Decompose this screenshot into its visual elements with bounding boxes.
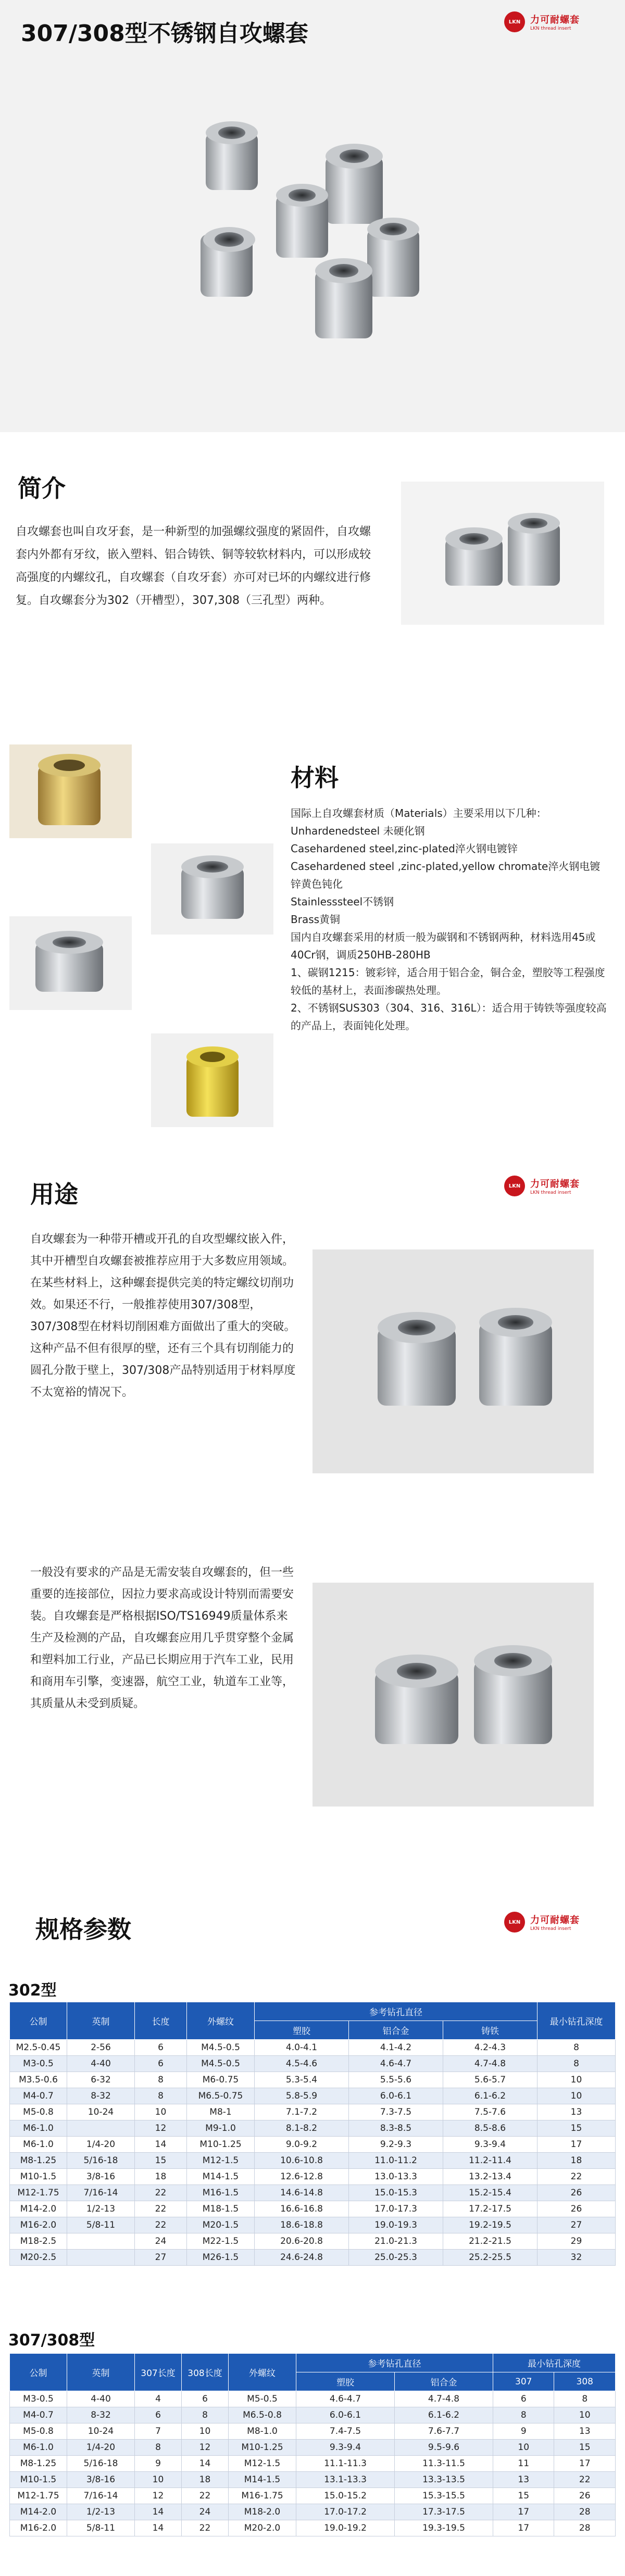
insert-cluster: [201, 121, 419, 338]
table-cell: M14-2.0: [10, 2201, 67, 2217]
col-aluminum: 铝合金: [349, 2021, 443, 2040]
table-cell: M14-2.0: [10, 2504, 67, 2520]
table-cell: 8: [538, 2056, 616, 2072]
intro-product-image: [401, 482, 604, 625]
table-cell: 22: [135, 2217, 187, 2233]
table-cell: 26: [554, 2488, 616, 2504]
table-cell: 15.0-15.3: [349, 2185, 443, 2201]
material-section: [0, 729, 625, 1145]
col-depth-308: 308: [554, 2372, 616, 2391]
table-cell: 5.8-5.9: [255, 2088, 349, 2104]
table-cell: 13.3-13.5: [395, 2472, 493, 2488]
table-cell: 10: [538, 2072, 616, 2088]
table-cell: 15.2-15.4: [443, 2185, 538, 2201]
table-cell: 5.5-5.6: [349, 2072, 443, 2088]
table-cell: 12: [182, 2440, 229, 2456]
col-drill-diameter: 参考钻孔直径: [255, 2002, 538, 2021]
table-302-body: [10, 2040, 616, 2266]
table-cell: [67, 2233, 135, 2250]
table-cell: 7.3-7.5: [349, 2104, 443, 2120]
intro-heading: 简介: [18, 474, 66, 502]
table-cell: 8: [135, 2072, 187, 2088]
table-cell: 18.6-18.8: [255, 2217, 349, 2233]
table-cell: M8-1.25: [10, 2153, 67, 2169]
table-row: [10, 2217, 616, 2233]
table-cell: 13: [538, 2104, 616, 2120]
table-cell: 17.2-17.5: [443, 2201, 538, 2217]
brand-seal-icon: LKN: [504, 1176, 525, 1196]
table-row: [10, 2520, 616, 2536]
table-cell: 4.5-4.6: [255, 2056, 349, 2072]
brass-insert-image: [151, 1033, 273, 1127]
table-cell: 11.2-11.4: [443, 2153, 538, 2169]
table-cell: 1/4-20: [67, 2440, 135, 2456]
table-cell: 22: [135, 2185, 187, 2201]
brand-name-cn: 力可耐螺套: [530, 1179, 580, 1190]
table-cell: 11: [493, 2456, 554, 2472]
table-cell: 12.6-12.8: [255, 2169, 349, 2185]
steel-insert-image-small: [9, 916, 132, 1010]
table-cell: 26: [538, 2185, 616, 2201]
table-cell: 15.0-15.2: [296, 2488, 395, 2504]
table-cell: M6-0.75: [187, 2072, 255, 2088]
table-cell: 4.6-4.7: [349, 2056, 443, 2072]
col-drill-diameter: 参考钻孔直径: [296, 2354, 493, 2372]
table-cell: 13: [493, 2472, 554, 2488]
table-cell: 6-32: [67, 2072, 135, 2088]
table-cell: 17: [493, 2504, 554, 2520]
hero-product-image: [0, 0, 625, 432]
table-cell: 17.0-17.3: [349, 2201, 443, 2217]
table-cell: M8-1.0: [229, 2423, 296, 2440]
table-cell: M20-2.0: [229, 2520, 296, 2536]
table-cell: 21.2-21.5: [443, 2233, 538, 2250]
table-row: [10, 2104, 616, 2120]
slotted-steel-insert-image: [151, 843, 273, 935]
table-row: [10, 2153, 616, 2169]
table-cell: 8.3-8.5: [349, 2120, 443, 2137]
table-cell: M4.5-0.5: [187, 2056, 255, 2072]
table-row: [10, 2504, 616, 2520]
table-cell: 5/8-11: [67, 2520, 135, 2536]
table-cell: 11.0-11.2: [349, 2153, 443, 2169]
brand-logo: [504, 1912, 580, 1933]
table-cell: 11.3-11.5: [395, 2456, 493, 2472]
table-cell: M5-0.5: [229, 2391, 296, 2407]
table-row: [10, 2488, 616, 2504]
table-cell: 26: [538, 2201, 616, 2217]
table-cell: 24: [182, 2504, 229, 2520]
table-cell: 14.6-14.8: [255, 2185, 349, 2201]
table-cell: 7.4-7.5: [296, 2423, 395, 2440]
usage-heading: 用途: [30, 1180, 78, 1208]
material-line: Casehardened steel,zinc-plated淬火钢电镀锌: [291, 842, 518, 855]
table-cell: 22: [538, 2169, 616, 2185]
table-cell: 22: [135, 2201, 187, 2217]
table-cell: 12: [135, 2120, 187, 2137]
material-line: Brass黄铜: [291, 913, 341, 926]
usage-paragraph-2: 一般没有要求的产品是无需安装自攻螺套的，但一些重要的连接部位，因拉力要求高或设计特别而需要安装。自攻螺套是严格根据ISO/TS16949质量体系来生产及检测的产品，自攻螺套应用几乎贯穿整个金属和塑料加工行业，产品已长期应用于汽车工业，民用和商用车引擎，变速器，航空工业，轨道车工业等，其质量从未受到质疑。: [30, 1566, 294, 1710]
table-302-label: 302型: [8, 1981, 57, 2000]
table-cell: 4.0-4.1: [255, 2040, 349, 2056]
table-cell: 8: [493, 2407, 554, 2423]
table-row: [10, 2072, 616, 2088]
table-cell: 8.1-8.2: [255, 2120, 349, 2137]
material-line: 1、碳钢1215：镀彩锌，适合用于铝合金，铜合金，塑胶等工程强度较低的基材上，表面渗碳热处理。: [291, 966, 605, 996]
table-cell: M10-1.5: [10, 2472, 67, 2488]
table-cell: 7.5-7.6: [443, 2104, 538, 2120]
table-cell: M18-1.5: [187, 2201, 255, 2217]
table-cell: 7: [135, 2423, 182, 2440]
brand-name-en: LKN thread insert: [530, 1190, 571, 1195]
table-cell: M6-1.0: [10, 2137, 67, 2153]
hero-section: [0, 0, 625, 432]
table-cell: 4.7-4.8: [395, 2391, 493, 2407]
table-cell: 11.1-11.3: [296, 2456, 395, 2472]
table-cell: 24: [135, 2233, 187, 2250]
table-row: [10, 2391, 616, 2407]
table-cell: M18-2.0: [229, 2504, 296, 2520]
material-heading: 材料: [291, 764, 339, 792]
usage-paragraph-1: 自攻螺套为一种带开槽或开孔的自攻型螺纹嵌入件，其中开槽型自攻螺套被推荐应用于大多数应用领域。在某些材料上，这种螺套提供完美的特定螺纹切削功效。如果还不行，一般推荐使用307/308型，307/308型在材料切削困难方面做出了重大的突破。这种产品不但有很厚的壁，还有三个具有切削能力的圆孔分散于壁上，307/308产品特别适用于材料厚度不太宽裕的情况下。: [30, 1233, 296, 1399]
table-cell: 21.0-21.3: [349, 2233, 443, 2250]
table-cell: 24.6-24.8: [255, 2250, 349, 2266]
table-cell: 25.2-25.5: [443, 2250, 538, 2266]
col-external-thread: 外螺纹: [187, 2002, 255, 2040]
table-cell: 1/4-20: [67, 2137, 135, 2153]
usage-product-image-1: [312, 1249, 594, 1473]
table-cell: M20-2.5: [10, 2250, 67, 2266]
table-cell: 10-24: [67, 2104, 135, 2120]
table-cell: M26-1.5: [187, 2250, 255, 2266]
table-cell: 28: [554, 2520, 616, 2536]
usage-product-image-2: [312, 1583, 594, 1807]
table-cell: 8-32: [67, 2088, 135, 2104]
col-metric: 公制: [10, 2354, 67, 2391]
table-cell: M8-1: [187, 2104, 255, 2120]
table-cell: 8: [182, 2407, 229, 2423]
table-cell: M3-0.5: [10, 2056, 67, 2072]
table-302: [9, 2002, 616, 2266]
table-cell: M12-1.5: [229, 2456, 296, 2472]
table-cell: M6-1.0: [10, 2120, 67, 2137]
table-cell: 14: [182, 2456, 229, 2472]
table-cell: 9.2-9.3: [349, 2137, 443, 2153]
table-cell: M3.5-0.6: [10, 2072, 67, 2088]
table-307-body: [10, 2391, 616, 2536]
table-cell: M2.5-0.45: [10, 2040, 67, 2056]
table-cell: 15.3-15.5: [395, 2488, 493, 2504]
table-cell: 12: [135, 2488, 182, 2504]
table-cell: 15: [135, 2153, 187, 2169]
table-cell: 17.3-17.5: [395, 2504, 493, 2520]
brand-name-cn: 力可耐螺套: [530, 15, 580, 26]
table-row: [10, 2120, 616, 2137]
col-aluminum: 铝合金: [395, 2372, 493, 2391]
col-min-depth: 最小钻孔深度: [538, 2002, 616, 2040]
table-cell: 8: [135, 2440, 182, 2456]
table-cell: 17: [493, 2520, 554, 2536]
table-cell: M4-0.7: [10, 2407, 67, 2423]
table-cell: 9: [135, 2456, 182, 2472]
specs-section: [0, 1900, 625, 2576]
brand-name-en: LKN thread insert: [530, 26, 571, 31]
table-row: [10, 2040, 616, 2056]
table-cell: 13.0-13.3: [349, 2169, 443, 2185]
table-cell: 27: [538, 2217, 616, 2233]
table-cell: 10-24: [67, 2423, 135, 2440]
table-cell: 4-40: [67, 2056, 135, 2072]
table-cell: [67, 2120, 135, 2137]
table-row: [10, 2472, 616, 2488]
table-cell: M12-1.5: [187, 2153, 255, 2169]
table-cell: 2-56: [67, 2040, 135, 2056]
table-cell: M4.5-0.5: [187, 2040, 255, 2056]
table-cell: 17: [538, 2137, 616, 2153]
table-cell: 14: [135, 2504, 182, 2520]
table-cell: 9.3-9.4: [296, 2440, 395, 2456]
table-cell: 19.0-19.2: [296, 2520, 395, 2536]
table-cell: 18: [182, 2472, 229, 2488]
table-cell: 10: [493, 2440, 554, 2456]
specs-heading: 规格参数: [35, 1915, 131, 1943]
table-cell: M16-2.0: [10, 2217, 67, 2233]
table-cell: 4.6-4.7: [296, 2391, 395, 2407]
table-cell: 7.1-7.2: [255, 2104, 349, 2120]
col-external-thread: 外螺纹: [229, 2354, 296, 2391]
table-cell: M10-1.25: [187, 2137, 255, 2153]
table-cell: 9.3-9.4: [443, 2137, 538, 2153]
col-imperial: 英制: [67, 2354, 135, 2391]
table-cell: 10: [135, 2472, 182, 2488]
col-cast-iron: 铸铁: [443, 2021, 538, 2040]
table-cell: 9: [493, 2423, 554, 2440]
brand-name-en: LKN thread insert: [530, 1926, 571, 1931]
table-cell: 17: [554, 2456, 616, 2472]
table-cell: 3/8-16: [67, 2472, 135, 2488]
table-cell: M10-1.25: [229, 2440, 296, 2456]
table-cell: 19.0-19.3: [349, 2217, 443, 2233]
table-cell: 27: [135, 2250, 187, 2266]
table-cell: 16.6-16.8: [255, 2201, 349, 2217]
table-cell: 7/16-14: [67, 2185, 135, 2201]
table-cell: 4.2-4.3: [443, 2040, 538, 2056]
table-cell: 4: [135, 2391, 182, 2407]
col-307-length: 307长度: [135, 2354, 182, 2391]
intro-text: 自攻螺套也叫自攻牙套，是一种新型的加强螺纹强度的紧固件，自攻螺套内外都有牙纹，嵌入塑料、铝合铸铁、铜等较软材料内，可以形成较高强度的内螺纹孔，自攻螺套（自攻牙套）亦可对已坏的内螺纹进行修复。自攻螺套分为302（开槽型），307,308（三孔型）两种。: [16, 525, 371, 607]
table-cell: 13.1-13.3: [296, 2472, 395, 2488]
table-row: [10, 2233, 616, 2250]
table-cell: [67, 2250, 135, 2266]
table-cell: 17.0-17.2: [296, 2504, 395, 2520]
table-cell: 10: [182, 2423, 229, 2440]
table-cell: 10.6-10.8: [255, 2153, 349, 2169]
table-cell: M14-1.5: [229, 2472, 296, 2488]
brand-logo: [504, 1176, 580, 1196]
material-line: 国内自攻螺套采用的材质一般为碳钢和不锈钢两种，材料选用45或40Cr钢，调质250HB-280HB: [291, 931, 596, 961]
col-imperial: 英制: [67, 2002, 135, 2040]
table-cell: M6-1.0: [10, 2440, 67, 2456]
table-cell: M5-0.8: [10, 2423, 67, 2440]
table-cell: 13: [554, 2423, 616, 2440]
col-metric: 公制: [10, 2002, 67, 2040]
table-cell: 4.1-4.2: [349, 2040, 443, 2056]
table-cell: 6: [135, 2407, 182, 2423]
col-308-length: 308长度: [182, 2354, 229, 2391]
col-plastic: 塑胶: [255, 2021, 349, 2040]
table-row: [10, 2440, 616, 2456]
material-line: 2、不锈钢SUS303（304、316、316L）：适合用于铸铁等强度较高的产品上，表面钝化处理。: [291, 1002, 607, 1032]
table-cell: 22: [182, 2488, 229, 2504]
table-307: [9, 2353, 616, 2536]
col-depth-307: 307: [493, 2372, 554, 2391]
table-cell: M16-1.75: [229, 2488, 296, 2504]
material-line: Unhardenedsteel 未硬化钢: [291, 825, 425, 837]
table-cell: 5.3-5.4: [255, 2072, 349, 2088]
table-cell: 9.5-9.6: [395, 2440, 493, 2456]
table-cell: 14: [135, 2137, 187, 2153]
table-cell: 10: [538, 2088, 616, 2104]
brand-seal-icon: LKN: [504, 11, 525, 32]
table-cell: 3/8-16: [67, 2169, 135, 2185]
table-cell: 22: [182, 2520, 229, 2536]
table-cell: 8-32: [67, 2407, 135, 2423]
table-cell: 6.0-6.1: [349, 2088, 443, 2104]
table-cell: 29: [538, 2233, 616, 2250]
table-cell: M10-1.5: [10, 2169, 67, 2185]
table-cell: 4-40: [67, 2391, 135, 2407]
table-cell: 5/16-18: [67, 2153, 135, 2169]
table-cell: 8: [554, 2391, 616, 2407]
table-row: [10, 2169, 616, 2185]
table-cell: M16-2.0: [10, 2520, 67, 2536]
table-cell: 9.0-9.2: [255, 2137, 349, 2153]
table-cell: 32: [538, 2250, 616, 2266]
table-cell: M4-0.7: [10, 2088, 67, 2104]
col-length: 长度: [135, 2002, 187, 2040]
zinc-yellow-insert-image: [9, 744, 132, 838]
table-cell: 25.0-25.3: [349, 2250, 443, 2266]
col-min-depth: 最小钻孔深度: [493, 2354, 616, 2372]
table-cell: M6.5-0.8: [229, 2407, 296, 2423]
table-cell: M5-0.8: [10, 2104, 67, 2120]
material-list: [291, 804, 608, 1034]
table-cell: 15: [493, 2488, 554, 2504]
table-cell: 22: [554, 2472, 616, 2488]
table-cell: 1/2-13: [67, 2201, 135, 2217]
table-cell: 8.5-8.6: [443, 2120, 538, 2137]
table-cell: 18: [538, 2153, 616, 2169]
table-cell: M9-1.0: [187, 2120, 255, 2137]
table-cell: 7/16-14: [67, 2488, 135, 2504]
table-cell: 10: [135, 2104, 187, 2120]
usage-section: [0, 1145, 625, 1900]
material-line: Stainlesssteel不锈钢: [291, 895, 394, 908]
table-cell: M14-1.5: [187, 2169, 255, 2185]
table-row: [10, 2185, 616, 2201]
table-cell: 5/16-18: [67, 2456, 135, 2472]
table-cell: M16-1.5: [187, 2185, 255, 2201]
table-cell: 5/8-11: [67, 2217, 135, 2233]
page-title: 307/308型不锈钢自攻螺套: [21, 20, 308, 47]
table-row: [10, 2201, 616, 2217]
intro-section: [0, 432, 625, 729]
table-cell: 6: [135, 2040, 187, 2056]
table-cell: 6.1-6.2: [395, 2407, 493, 2423]
table-row: [10, 2407, 616, 2423]
table-cell: M3-0.5: [10, 2391, 67, 2407]
table-cell: 28: [554, 2504, 616, 2520]
table-cell: 14: [135, 2520, 182, 2536]
table-row: [10, 2423, 616, 2440]
table-row: [10, 2250, 616, 2266]
table-cell: M12-1.75: [10, 2488, 67, 2504]
table-cell: 15: [554, 2440, 616, 2456]
table-cell: M6.5-0.75: [187, 2088, 255, 2104]
table-cell: M20-1.5: [187, 2217, 255, 2233]
brand-seal-icon: LKN: [504, 1912, 525, 1933]
brand-name-cn: 力可耐螺套: [530, 1915, 580, 1926]
table-cell: 10: [554, 2407, 616, 2423]
table-cell: 6.0-6.1: [296, 2407, 395, 2423]
col-plastic: 塑胶: [296, 2372, 395, 2391]
table-cell: 5.6-5.7: [443, 2072, 538, 2088]
table-cell: 18: [135, 2169, 187, 2185]
table-row: [10, 2137, 616, 2153]
table-cell: 1/2-13: [67, 2504, 135, 2520]
table-cell: M12-1.75: [10, 2185, 67, 2201]
table-cell: 7.6-7.7: [395, 2423, 493, 2440]
table-cell: M8-1.25: [10, 2456, 67, 2472]
material-line: Casehardened steel ,zinc-plated,yellow chromate淬火钢电镀锌黄色钝化: [291, 860, 601, 890]
table-cell: 6: [182, 2391, 229, 2407]
table-307-label: 307/308型: [8, 2331, 95, 2350]
table-cell: 19.3-19.5: [395, 2520, 493, 2536]
table-cell: 20.6-20.8: [255, 2233, 349, 2250]
table-row: [10, 2056, 616, 2072]
table-cell: 6: [493, 2391, 554, 2407]
material-line: 国际上自攻螺套材质（Materials）主要采用以下几种：: [291, 807, 547, 819]
table-cell: M18-2.5: [10, 2233, 67, 2250]
table-row: [10, 2456, 616, 2472]
table-cell: 15: [538, 2120, 616, 2137]
table-row: [10, 2088, 616, 2104]
table-cell: M22-1.5: [187, 2233, 255, 2250]
table-cell: 13.2-13.4: [443, 2169, 538, 2185]
table-cell: 19.2-19.5: [443, 2217, 538, 2233]
table-cell: 6: [135, 2056, 187, 2072]
table-cell: 6.1-6.2: [443, 2088, 538, 2104]
table-cell: 8: [538, 2040, 616, 2056]
table-cell: 8: [135, 2088, 187, 2104]
table-cell: 4.7-4.8: [443, 2056, 538, 2072]
